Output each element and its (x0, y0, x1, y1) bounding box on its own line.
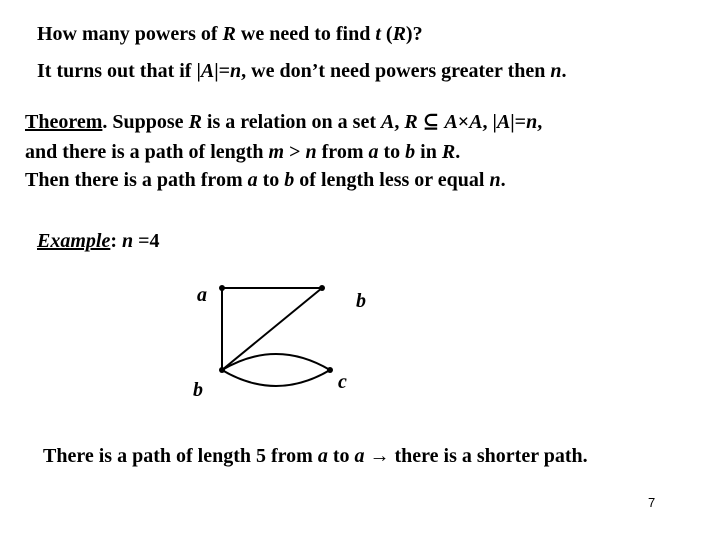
edge-b-bottom-c-lower (222, 370, 330, 386)
question-line: How many powers of R we need to find t (R)? (37, 23, 423, 45)
example-label: Example (37, 230, 111, 252)
node-label-b-top: b (356, 290, 366, 312)
theorem-line-3: Then there is a path from a to b of length less or equal n. (25, 169, 506, 191)
edge-b-b-bottom (222, 288, 322, 370)
node-a-top (219, 285, 225, 291)
node-label-c: c (338, 371, 347, 393)
node-b-bottom (219, 367, 225, 373)
page-number: 7 (648, 495, 656, 510)
conclusion-line: There is a path of length 5 from a to a → there is a shorter path. (43, 445, 588, 467)
implies-arrow-icon: → (364, 445, 395, 467)
answer-line: It turns out that if |A|=n, we don’t need powers greater then n. (37, 60, 567, 82)
node-label-b-bottom: b (193, 379, 203, 401)
example-line: Example: n =4 (37, 230, 160, 252)
theorem-label: Theorem (25, 111, 103, 133)
node-c (327, 367, 333, 373)
node-b-top (319, 285, 325, 291)
theorem-line-1: Theorem. Suppose R is a relation on a set A, R ⊆ A×A, |A|=n, (25, 111, 543, 133)
theorem-line-2: and there is a path of length m > n from a to b in R. (25, 141, 461, 163)
node-label-a-top: a (197, 284, 207, 306)
